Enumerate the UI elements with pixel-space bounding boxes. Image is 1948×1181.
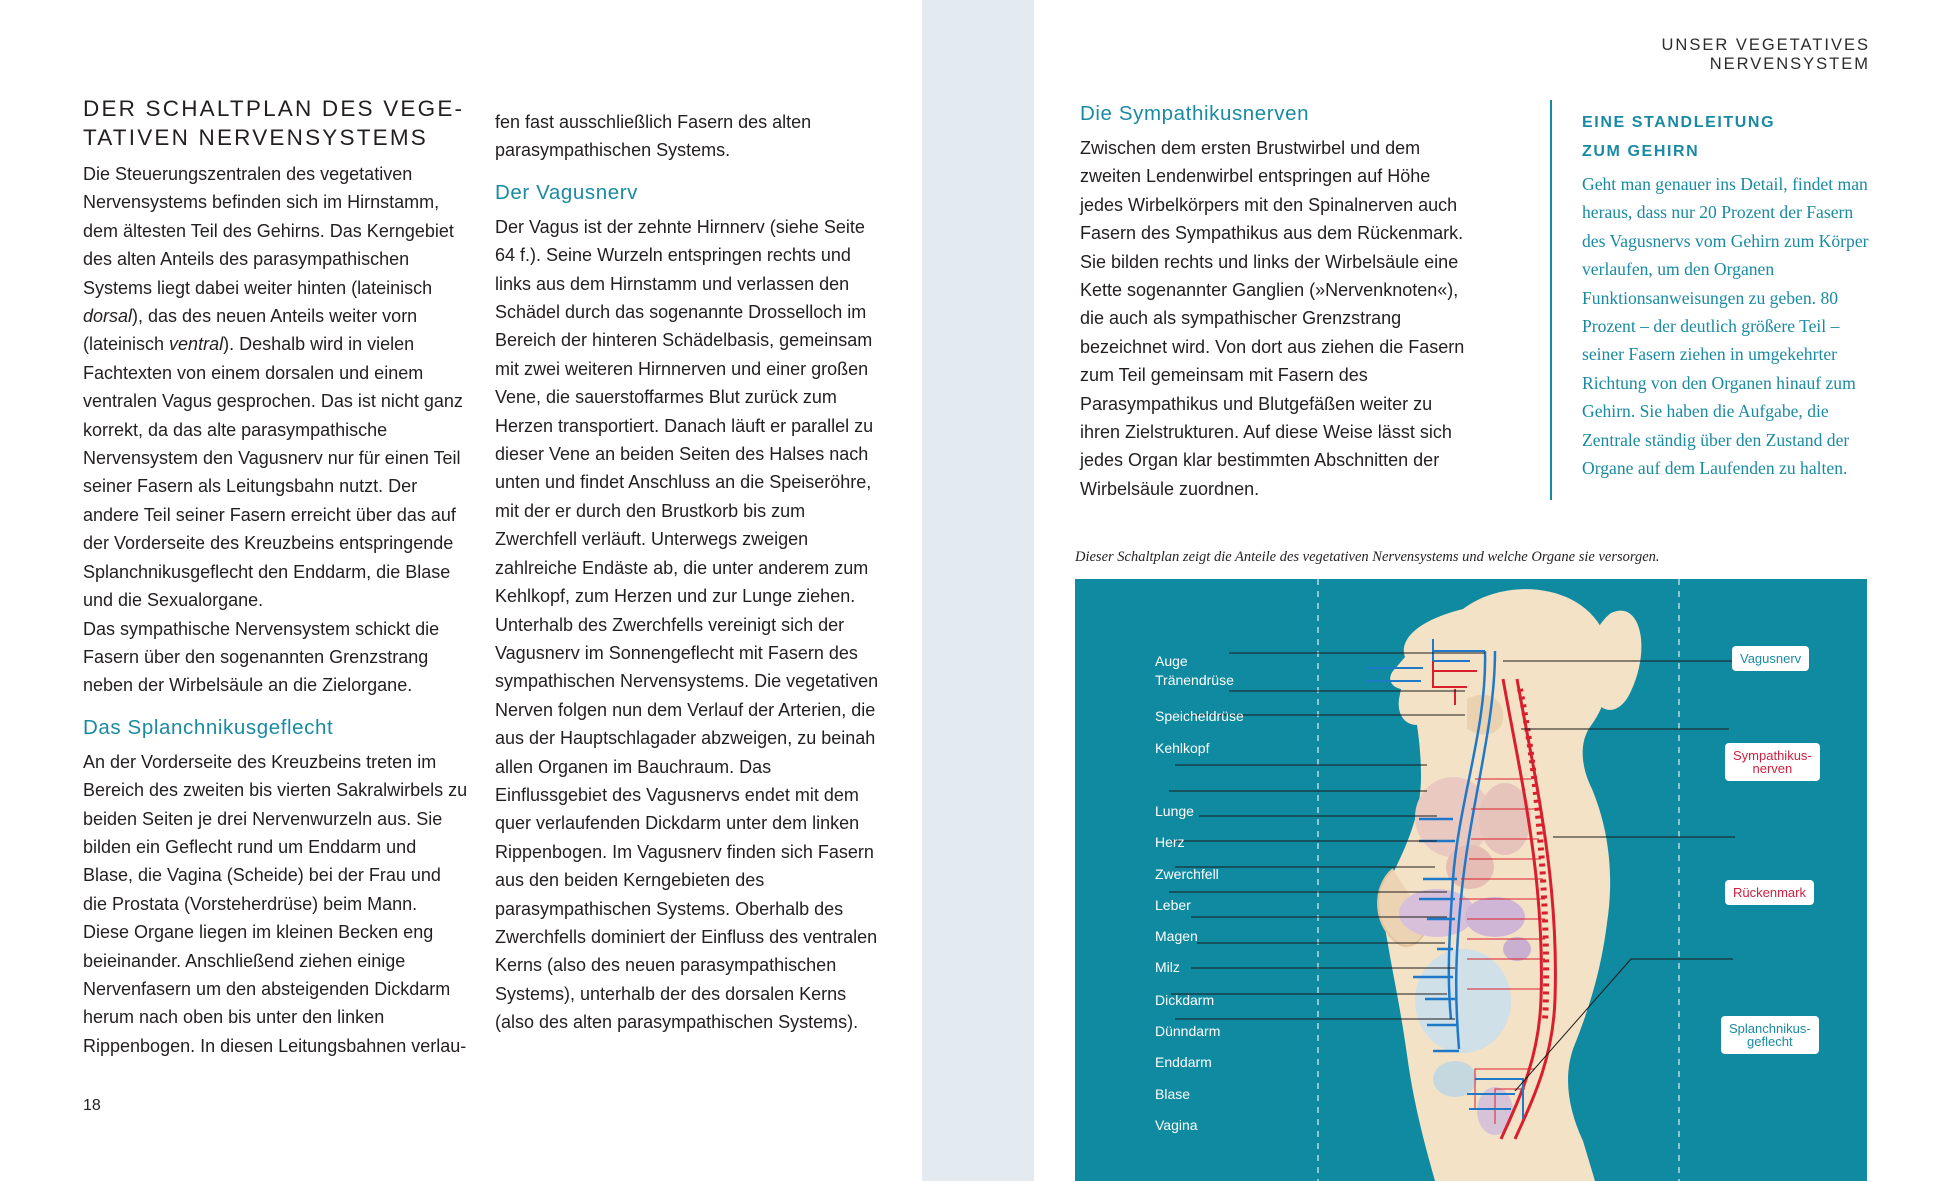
chapter-heading: DER SCHALTPLAN DES VEGE- TATIVEN NERVENSYSTEMS <box>83 96 465 150</box>
column-2 <box>495 108 880 1037</box>
label-duenndarm: Dünndarm <box>1155 1023 1221 1039</box>
label-blase: Blase <box>1155 1086 1191 1102</box>
label-milz: Milz <box>1155 959 1180 975</box>
sidebar-title: EINE STANDLEITUNG ZUM GEHIRN <box>1582 114 1776 160</box>
label-rueckenmark: Rückenmark <box>1725 880 1814 905</box>
sidebar-box <box>1550 100 1872 500</box>
column-1 <box>83 94 468 1060</box>
paragraph: fen fast ausschließlich Fasern des alten parasympathischen Systems. <box>495 112 812 161</box>
label-traenendruese: Tränendrüse <box>1155 672 1234 688</box>
paragraph: An der Vorderseite des Kreuzbeins treten im Bereich des zweiten bis vierten Sakralwirbels zu beiden Seiten je drei Nervenwurzeln aus. Sie bilden ein Geflecht rund um Enddarm und Blase, die Vagina (Scheide) bei der Frau und die Prostata (Vorsteherdrüse) beim Mann. Diese Organe liegen im kleinen Becken eng beieinander. Anschließend ziehen einige Nervenfasern um den absteigenden Dickdarm herum nach oben bis unter den linken Rippenbogen. In diesen Leitungsbahnen verlau- <box>83 751 468 1056</box>
sidebar-text: Geht man genauer ins Detail, findet man heraus, dass nur 20 Prozent der Fasern des Vagusnervs vom Gehirn zum Körper verlaufen, um den Organen Funktionsanweisungen zu geben. 80 Prozent – der deutlich größere Teil – seiner Fasern ziehen in umgekehrter Richtung von den Organen hinauf zum Gehirn. Sie haben die Aufgabe, die Zentrale ständig über den Zustand der Organe auf dem Laufenden zu halten. <box>1582 174 1869 479</box>
nervous-system-diagram <box>1075 579 1867 1181</box>
subheading-vagusnerv: Der Vagusnerv <box>495 180 639 204</box>
page-number: 18 <box>83 1097 101 1114</box>
label-speicheldruese: Speicheldrüse <box>1155 708 1244 724</box>
label-leber: Leber <box>1155 897 1191 913</box>
paragraph: Das sympathische Nervensystem schickt die Fasern über den sogenannten Grenzstrang neben der Wirbelsäule an die Zielorgane. <box>83 618 440 696</box>
label-dickdarm: Dickdarm <box>1155 992 1215 1008</box>
label-enddarm: Enddarm <box>1155 1054 1212 1070</box>
figure-caption: Dieser Schaltplan zeigt die Anteile des vegetativen Nervensystems und welche Organe sie versorgen. <box>1075 549 1660 565</box>
label-kehlkopf: Kehlkopf <box>1155 740 1210 756</box>
paragraph: Zwischen dem ersten Brustwirbel und dem zweiten Lendenwirbel entspringen auf Höhe jedes Wirbelkörpers mit den Spinalnerven auch Fasern des Sympathikus aus dem Rückenmark. Sie bilden rechts und links der Wirbelsäule eine Kette sogenannter Ganglien (»Nervenknoten«), die auch als sympathischer Grenzstrang bezeichnet wird. Von dort aus ziehen die Fasern zum Teil gemeinsam mit Fasern des Parasympathikus und Blutgefäßen weiter zu ihren Zielstrukturen. Auf diese Weise lässt sich jedes Organ klar bestimmten Abschnitten der Wirbelsäule zuordnen. <box>1080 138 1465 499</box>
body-silhouette <box>1378 589 1641 1181</box>
subheading-sympathikus: Die Sympathikusnerven <box>1080 102 1310 125</box>
label-splanchnikusgeflecht: Splanchnikus- geflecht <box>1721 1016 1819 1054</box>
page-gutter <box>922 0 1034 1181</box>
label-magen: Magen <box>1155 928 1198 944</box>
label-vagina: Vagina <box>1155 1117 1198 1133</box>
label-zwerchfell: Zwerchfell <box>1155 866 1219 882</box>
paragraph: Der Vagus ist der zehnte Hirnnerv (siehe Seite 64 f.). Seine Wurzeln entspringen rechts und links aus dem Hirnstamm und verlassen den Schädel durch das sogenannte Drosselloch im Bereich der hinteren Schädelbasis, gemeinsam mit zwei weiteren Hirnnerven und einer großen Vene, die sauerstoffarmes Blut zurück zum Herzen transportiert. Danach läuft er parallel zu dieser Vene an beiden Seiten des Halses nach unten und findet Anschluss an die Speiseröhre, mit der er durch den Brustkorb bis zum Zwerchfell verläuft. Unterwegs zweigen zahlreiche Endäste ab, die unter anderem zum Kehlkopf, zum Herzen und zur Lunge ziehen. Unterhalb des Zwerchfells vereinigt sich der Vagusnerv im Sonnengeflecht mit Fasern des sympathischen Nervensystems. Die vegetativen Nerven folgen nun dem Verlauf der Arterien, die aus der Hauptschlagader abzweigen, zu beinah allen Organen im Bauchraum. Das Einflussgebiet des Vagusnervs endet mit dem quer verlaufenden Dickdarm unter dem linken Rippenbogen. Im Vagusnerv finden sich Fasern aus den beiden Kerngebieten des parasympathischen Systems. Oberhalb des Zwerchfells dominiert der Einfluss des ventralen Kerns (also des neuen parasympathischen Systems), unterhalb der des dorsalen Kerns (also des alten parasympathischen Systems). <box>495 216 879 1033</box>
label-lunge: Lunge <box>1155 803 1194 819</box>
subheading-splanchnikus: Das Splanchnikusgeflecht <box>83 715 334 739</box>
paragraph: Die Steuerungszentralen des vegetativen Nervensystems befinden sich im Hirnstamm, dem ältesten Teil des Gehirns. Das Kerngebiet des alten Anteils des parasympathischen Systems liegt dabei weiter hinten (lateinisch dorsal), das des neuen Anteils weiter vorn (lateinisch ventral). Deshalb wird in vielen Fachtexten von einem dorsalen und einem ventralen Vagus gesprochen. Das ist nicht ganz korrekt, da das alte parasympathische Nervensystem den Vagusnerv nur für einen Teil seiner Fasern als Leitungsbahn nutzt. Der andere Teil seiner Fasern erreicht über das auf der Vorderseite des Kreuzbeins entspringende Splanchnikusgeflecht den Enddarm, die Blase und die Sexualorgane. <box>83 164 463 611</box>
label-herz: Herz <box>1155 834 1185 850</box>
label-auge: Auge <box>1155 653 1188 669</box>
label-sympathikusnerven: Sympathikus- nerven <box>1725 743 1820 781</box>
running-head: UNSER VEGETATIVES NERVENSYSTEM <box>1661 36 1870 73</box>
label-vagusnerv: Vagusnerv <box>1732 646 1809 671</box>
column-3 <box>1080 100 1465 503</box>
